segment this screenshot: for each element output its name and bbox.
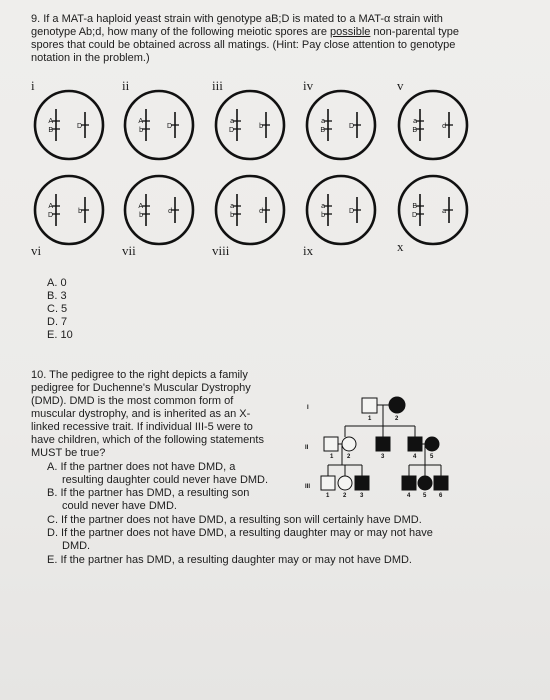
pedigree-II-5-affected-female[interactable]: [425, 437, 439, 451]
spore-label-iv: iv: [303, 78, 314, 93]
allele-label-top: a: [413, 118, 417, 125]
q9-line-2-end: non-parental type: [370, 26, 460, 38]
pedigree-III-1-unaffected-male[interactable]: [321, 476, 335, 490]
q10-option-b-cont: could never have DMD.: [62, 500, 177, 512]
ped-num-III-5: 5: [423, 493, 427, 499]
pedigree-III-6-affected-male[interactable]: [434, 476, 448, 490]
pedigree-II-1-unaffected-male[interactable]: [324, 437, 338, 451]
allele-label-right: d: [168, 208, 172, 215]
q10-line-1: 10. The pedigree to the right depicts a family: [31, 369, 248, 381]
allele-label-top: A: [48, 203, 53, 210]
allele-label-bottom: b: [321, 212, 325, 219]
q10-line-3: (DMD). DMD is the most common form of: [31, 395, 234, 407]
allele-label-right: d: [259, 208, 263, 215]
spore-label-ii: ii: [122, 78, 130, 93]
q10-line-5: linked recessive trait. If individual III-5 were to: [31, 421, 253, 433]
q9-option-e[interactable]: E. 10: [47, 329, 73, 341]
pedigree-I-2-affected-female[interactable]: [389, 397, 405, 413]
allele-label-bottom: B: [48, 127, 53, 134]
q9-option-d[interactable]: D. 7: [47, 316, 68, 328]
pedigree-gen-I: I: [307, 405, 309, 411]
q9-line-2-start: genotype Ab;d, how many of the following meiotic spores are: [31, 26, 331, 38]
pedigree-III-5-affected-female[interactable]: [418, 476, 432, 490]
q9-option-a[interactable]: A. 0: [47, 277, 67, 289]
allele-label-bottom: B: [320, 127, 325, 134]
ped-num-III-3: 3: [360, 493, 364, 499]
allele-label-bottom: b: [230, 212, 234, 219]
pedigree-III-4-affected-male[interactable]: [402, 476, 416, 490]
ped-num-III-6: 6: [439, 493, 443, 499]
q10-option-a[interactable]: A. If the partner does not have DMD, a: [47, 461, 236, 473]
pedigree-II-3-affected-male[interactable]: [376, 437, 390, 451]
allele-label-right: D: [348, 208, 354, 215]
q10-option-a-cont: resulting daughter could never have DMD.: [62, 474, 269, 486]
allele-label-right: b: [259, 123, 263, 130]
spore-label-ix: ix: [303, 243, 314, 258]
spore-label-x: x: [397, 239, 404, 254]
allele-label-bottom: D: [47, 212, 53, 219]
allele-label-bottom: b: [139, 212, 143, 219]
ped-num-II-3: 3: [381, 454, 385, 460]
allele-label-top: A: [138, 203, 143, 210]
q9-line-1: 9. If a MAT-a haploid yeast strain with genotype aB;D is mated to a MAT-α strain with: [31, 13, 443, 25]
allele-label-bottom: b: [139, 127, 143, 134]
ped-num-II-2: 2: [347, 454, 351, 460]
allele-label-bottom: D: [228, 127, 234, 134]
ped-num-III-1: 1: [326, 493, 330, 499]
pedigree-III-2-unaffected-female[interactable]: [338, 476, 352, 490]
allele-label-right: a: [442, 208, 446, 215]
q9-option-b[interactable]: B. 3: [47, 290, 67, 302]
ped-num-I-2: 2: [395, 416, 399, 422]
q10-option-e[interactable]: E. If the partner has DMD, a resulting daughter may or may not have DMD.: [47, 554, 412, 566]
spore-label-viii: viii: [212, 243, 230, 258]
allele-label-right: D: [166, 123, 172, 130]
pedigree-II-4-affected-male[interactable]: [408, 437, 422, 451]
spore-label-vi: vi: [31, 243, 42, 258]
q10-line-4: muscular dystrophy, and is inherited as an X-: [31, 408, 251, 420]
allele-label-top: A: [138, 118, 143, 125]
spore-label-i: i: [31, 78, 35, 93]
allele-label-bottom: B: [412, 127, 417, 134]
spore-label-vii: vii: [122, 243, 136, 258]
ped-num-I-1: 1: [368, 416, 372, 422]
ped-num-II-1: 1: [330, 454, 334, 460]
pedigree-I-1-unaffected-male[interactable]: [362, 398, 377, 413]
allele-label-bottom: D: [411, 212, 417, 219]
allele-label-right: D: [348, 123, 354, 130]
allele-label-right: D: [76, 123, 82, 130]
ped-num-III-2: 2: [343, 493, 347, 499]
q10-option-d[interactable]: D. If the partner does not have DMD, a resulting daughter may or may not have: [47, 527, 433, 539]
pedigree-gen-II: II: [305, 445, 309, 451]
q10-line-6: have children, which of the following statements: [31, 434, 264, 446]
spore-label-iii: iii: [212, 78, 223, 93]
q10-line-7: MUST be true?: [31, 447, 106, 459]
allele-label-right: b: [78, 208, 82, 215]
ped-num-II-4: 4: [413, 454, 417, 460]
pedigree-III-3-affected-male[interactable]: [355, 476, 369, 490]
allele-label-top: a: [321, 118, 325, 125]
pedigree-gen-III: III: [305, 484, 311, 490]
q9-option-c[interactable]: C. 5: [47, 303, 68, 315]
allele-label-top: a: [321, 203, 325, 210]
allele-label-top: a: [230, 118, 234, 125]
q9-underlined-word: possible: [330, 26, 371, 38]
spore-label-v: v: [397, 78, 404, 93]
ped-num-II-5: 5: [430, 454, 434, 460]
q10-option-d-cont: DMD.: [62, 540, 91, 552]
allele-label-top: a: [230, 203, 234, 210]
q10-option-c[interactable]: C. If the partner does not have DMD, a resulting son will certainly have DMD.: [47, 514, 422, 526]
q10-line-2: pedigree for Duchenne's Muscular Dystrophy: [31, 382, 251, 394]
q9-line-4: notation in the problem.): [31, 52, 150, 64]
q9-line-3: spores that could be obtained across all matings. (Hint: Pay close attention to genotype: [31, 39, 456, 51]
allele-label-right: d: [442, 123, 446, 130]
allele-label-top: A: [48, 118, 53, 125]
ped-num-III-4: 4: [407, 493, 411, 499]
pedigree-II-2-unaffected-female[interactable]: [342, 437, 356, 451]
allele-label-top: B: [412, 203, 417, 210]
q10-option-b[interactable]: B. If the partner has DMD, a resulting son: [47, 487, 250, 499]
